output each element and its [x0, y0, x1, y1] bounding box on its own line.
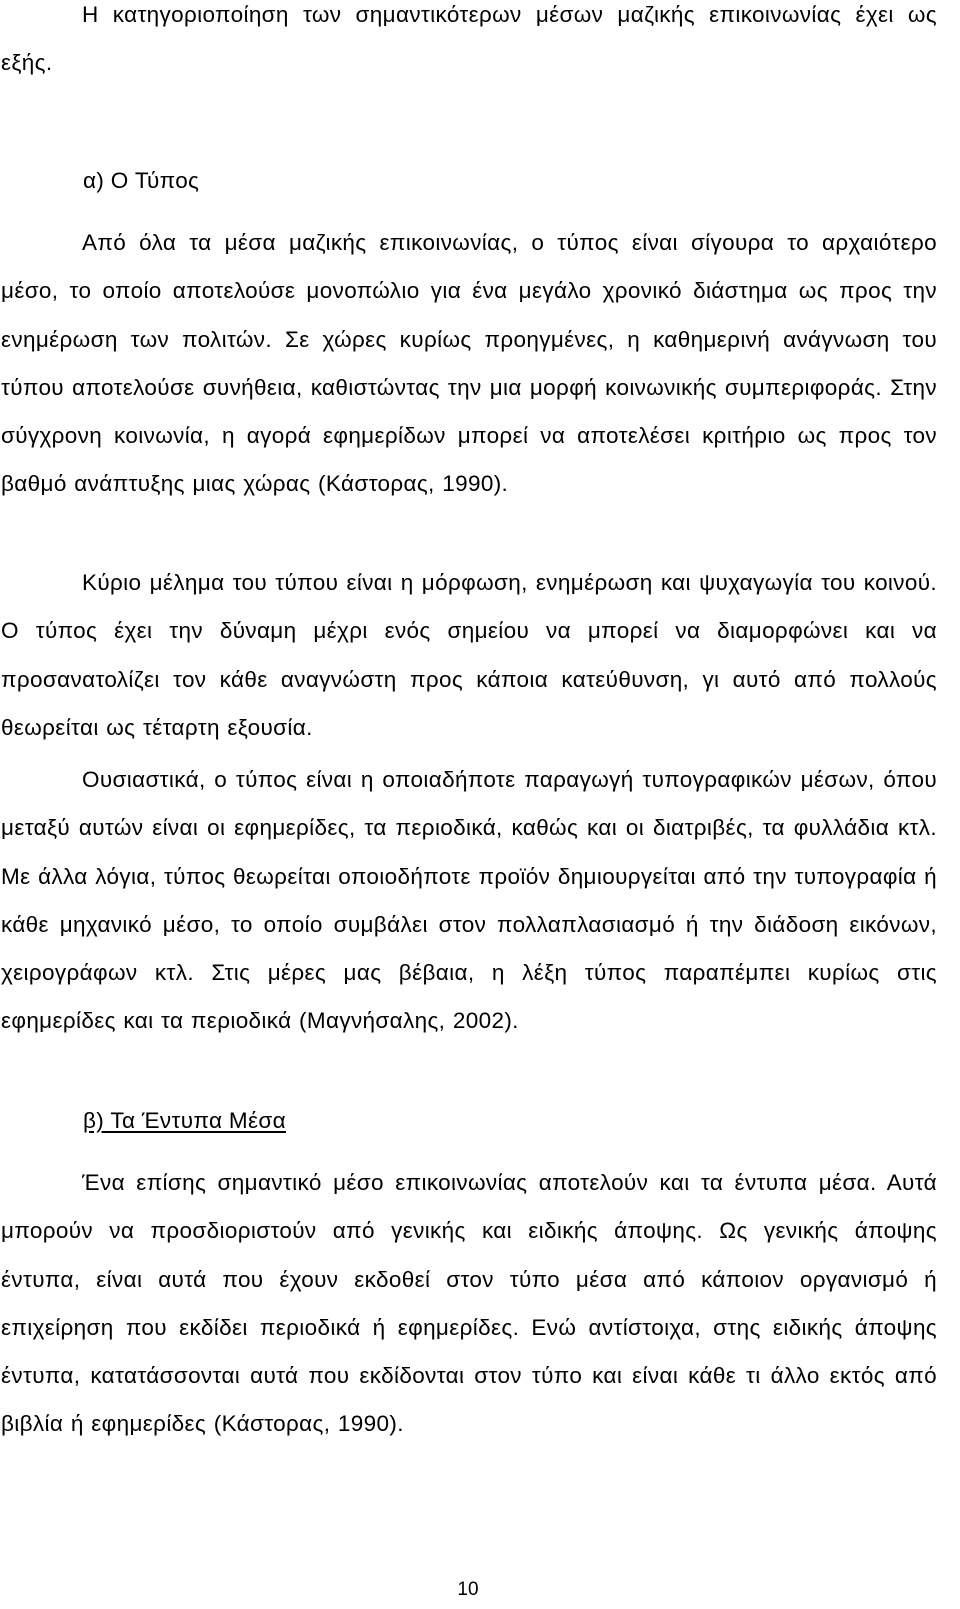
section-a-paragraph-3: Ουσιαστικά, ο τύπος είναι η οποιαδήποτε παραγωγή τυπογραφικών μέσων, όπου μεταξύ αυτών είναι οι εφημερίδες, τα περιοδικά, καθώς και οι διατριβές, τα φυλλάδια κτλ. Με άλλα λόγια, τύπος θεωρείται οποιοδήποτε προϊόν δημιουργείται από την τυπογραφία ή κάθε μηχανικό μέσο, το οποίο συμβάλει στον πολλαπλασιασμό ή την διάδοση εικόνων, χειρογράφων κτλ. Στις μέρες μας βέβαια, η λέξη τύπος παραπέμπει κυρίως στις εφημερίδες και τα περιοδικά (Μαγνήσαλης, 2002).: [1, 767, 937, 1034]
section-b-paragraph-1: Ένα επίσης σημαντικό μέσο επικοινωνίας αποτελούν και τα έντυπα μέσα. Αυτά μπορούν να προσδιοριστούν από γενικής και ειδικής άποψης. Ως γενικής άποψης έντυπα, είναι αυτά που έχουν εκδοθεί στον τύπο μέσα από κάποιον οργανισμό ή επιχείρηση που εκδίδει περιοδικά ή εφημερίδες. Ενώ αντίστοιχα, στης ειδικής άποψης έντυπα, κατατάσσονται αυτά που εκδίδονται στον τύπο και είναι κάθε τι άλλο εκτός από βιβλία ή εφημερίδες (Κάστορας, 1990).: [1, 1170, 937, 1437]
section-b-heading: [83, 1097, 286, 1145]
section-b-heading-text: β) Τα Έντυπα Μέσα: [83, 1108, 286, 1133]
section-a-paragraph-1: Από όλα τα μέσα μαζικής επικοινωνίας, ο τύπος είναι σίγουρα το αρχαιότερο μέσο, το οποίο αποτελούσε μονοπώλιο για ένα μεγάλο χρονικό διάστημα ως προς την ενημέρωση των πολιτών. Σε χώρες κυρίως προηγμένες, η καθημερινή ανάγνωση του τύπου αποτελούσε συνήθεια, καθιστώντας την μια μορφή κοινωνικής συμπεριφοράς. Στην σύγχρονη κοινωνία, η αγορά εφημερίδων μπορεί να αποτελέσει κριτήριο ως προς τον βαθμό ανάπτυξης μιας χώρας (Κάστορας, 1990).: [1, 230, 937, 497]
intro-paragraph: Η κατηγοριοποίηση των σημαντικότερων μέσων μαζικής επικοινωνίας έχει ως εξής.: [1, 2, 937, 76]
section-a-paragraph-2: Κύριο μέλημα του τύπου είναι η μόρφωση, ενημέρωση και ψυχαγωγία του κοινού. Ο τύπος έχει την δύναμη μέχρι ενός σημείου να μπορεί να διαμορφώνει και να προσανατολίζει τον κάθε αναγνώστη προς κάποια κατεύθυνση, γι αυτό από πολλούς θεωρείται ως τέταρτη εξουσία.: [1, 570, 937, 740]
section-a-heading: α) Ο Τύπος: [83, 168, 200, 193]
page-number: 10: [457, 1579, 479, 1600]
